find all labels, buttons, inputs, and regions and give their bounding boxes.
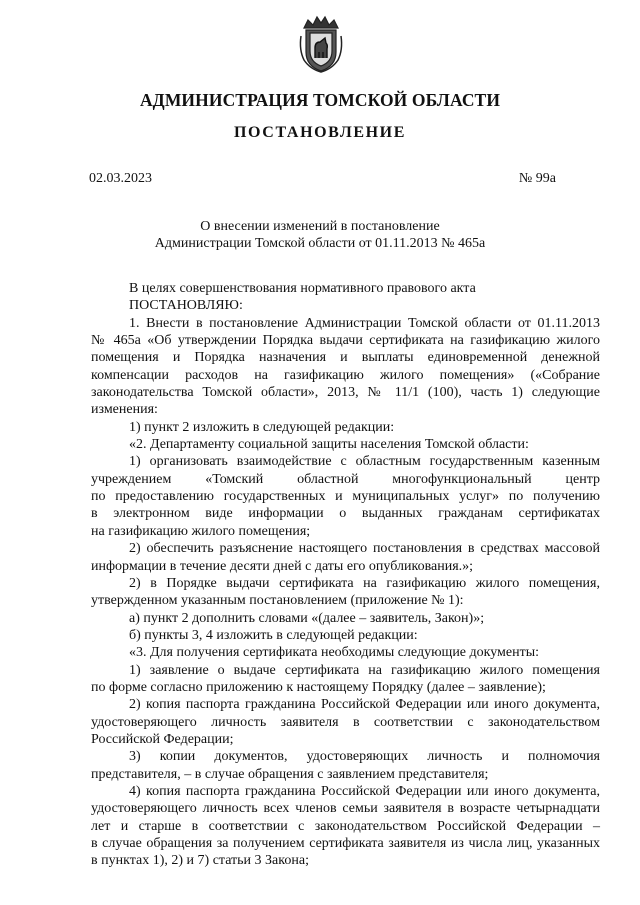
body-line: по предоставлению государственных и муниципальных услуг» по получению [91, 489, 600, 505]
tomsk-region-coat-of-arms-icon [298, 14, 344, 74]
body-line: 1. Внести в постановление Администрации Томской области от 01.11.2013 [129, 315, 600, 331]
body-line: В целях совершенствования нормативного правового акта [129, 281, 476, 296]
body-line: «2. Департаменту социальной защиты населения Томской области: [129, 437, 529, 453]
body-line: 1) заявление о выдаче сертификата на газификацию жилого помещения [129, 662, 600, 678]
body-line: информации в течение десяти дней с даты его опубликования.»; [91, 558, 474, 574]
document-date: 02.03.2023 [89, 171, 152, 186]
body-line: по форме согласно приложению к настоящему Порядку (далее – заявление); [91, 679, 546, 695]
body-line: 3) копии документов, удостоверяющих личность и полномочия [129, 749, 600, 765]
body-line: № 465а «Об утверждении Порядка выдачи сертификата на газификацию жилого [91, 333, 600, 349]
body-line: компенсации расходов на газификацию жилого помещения» («Собрание [91, 367, 600, 383]
body-line: на газификацию жилого помещения; [91, 523, 311, 539]
body-line: 2) в Порядке выдачи сертификата на газификацию жилого помещения, [129, 575, 600, 591]
subject-line: О внесении изменений в постановление [200, 219, 440, 234]
body-line: помещения и Порядка назначения и выплаты единовременной денежной [91, 350, 600, 366]
body-line: б) пункты 3, 4 изложить в следующей редакции: [129, 627, 418, 643]
body-line: 4) копия паспорта гражданина Российской Федерации или иного документа, [129, 783, 600, 799]
body-line: представителя, – в случае обращения с заявлением представителя; [91, 766, 489, 782]
body-line: 2) обеспечить разъяснение настоящего постановления в средствах массовой [129, 541, 600, 557]
body-line: Российской Федерации; [91, 731, 234, 747]
body-line: учреждением «Томский областной многофункциональный центр [91, 471, 600, 487]
document-subject [0, 218, 640, 252]
document-number: № 99а [518, 171, 556, 186]
body-line: в случае обращения за получением сертификата заявителя из числа лиц, указанных [91, 836, 600, 851]
body-line: «3. Для получения сертификата необходимы следующие документы: [129, 645, 540, 661]
body-line: ПОСТАНОВЛЯЮ: [129, 298, 243, 314]
body-line: 1) организовать взаимодействие с областным государственным казенным [129, 454, 600, 470]
body-line: лет и старше в соответствии с законодательством Российской Федерации – [91, 818, 600, 834]
body-line: изменения: [91, 402, 158, 418]
body-line: в пунктах 1), 2) и 7) статьи 3 Закона; [91, 853, 309, 869]
body-line: законодательства Томской области», 2013, № 11/1 (100), часть 1) следующие [91, 385, 600, 401]
organization-title: АДМИНИСТРАЦИЯ ТОМСКОЙ ОБЛАСТИ [139, 90, 501, 110]
subject-line: Администрации Томской области от 01.11.2013 № 465а [154, 236, 486, 251]
body-line: 1) пункт 2 изложить в следующей редакции: [129, 419, 395, 435]
document-body [91, 280, 600, 870]
body-line: 2) копия паспорта гражданина Российской Федерации или иного документа, [129, 697, 600, 713]
document-type-title: ПОСТАНОВЛЕНИЕ [234, 124, 406, 141]
body-line: утвержденном указанным постановлением (приложение № 1): [91, 593, 464, 609]
body-line: удостоверяющего личность всех членов семьи заявителя в возрасте четырнадцати [91, 801, 600, 817]
body-line: в электронном виде информации о выданных гражданам сертификатах [91, 506, 600, 522]
body-line: удостоверяющего личность заявителя в соответствии с законодательством [91, 714, 600, 730]
body-line: а) пункт 2 дополнить словами «(далее – заявитель, Закон)»; [129, 610, 485, 626]
